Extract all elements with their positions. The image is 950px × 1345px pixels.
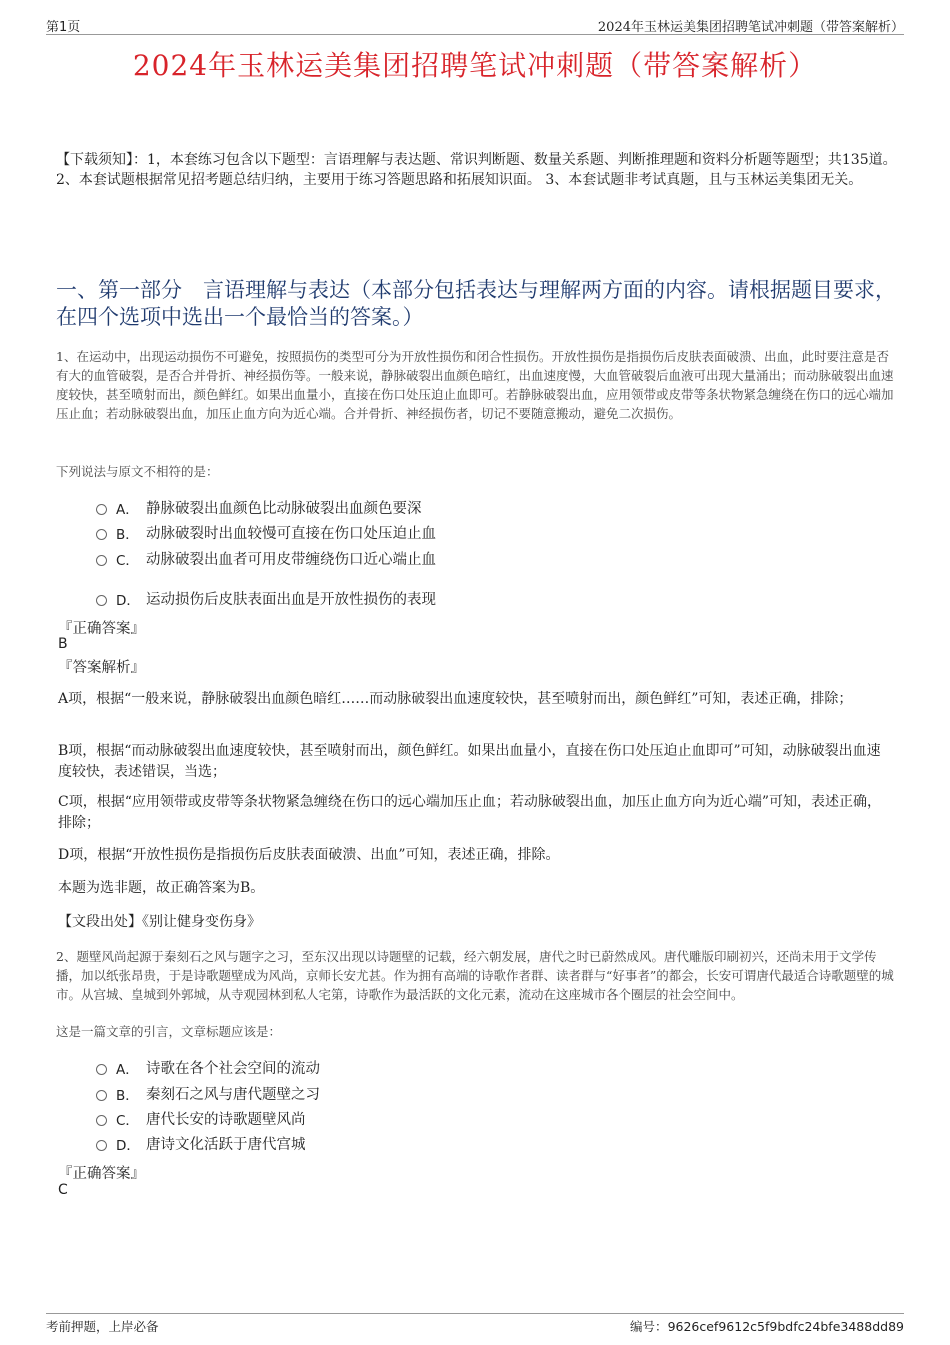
radio-icon[interactable]: [96, 529, 107, 540]
section-title: 一、第一部分 言语理解与表达（本部分包括表达与理解两方面的内容。请根据题目要求，在四个选项中选出一个最恰当的答案。）: [56, 278, 896, 329]
radio-icon[interactable]: [96, 1090, 107, 1101]
radio-icon[interactable]: [96, 1064, 107, 1075]
document-title: 2024年玉林运美集团招聘笔试冲刺题（带答案解析）: [132, 49, 818, 82]
correct-answer-label: 『正确答案』: [58, 621, 145, 637]
radio-icon[interactable]: [96, 1140, 107, 1151]
question-2-option-d[interactable]: D． 唐诗文化活跃于唐代宫城: [96, 1133, 306, 1154]
analysis-b: B项，根据“而动脉破裂出血速度较快，甚至喷射而出，颜色鲜红。如果出血量小，直接在伤口处压迫止血即可”可知，动脉破裂出血速度较快，表述错误，当选；: [58, 743, 881, 780]
footer-slogan: 考前押题，上岸必备: [46, 1319, 159, 1334]
analysis-c: C项，根据“应用领带或皮带等条状物紧急缠绕在伤口的远心端加压止血；若动脉破裂出血，加压止血方向为近心端”可知，表述正确，排除；: [58, 794, 882, 831]
page-header: [46, 14, 904, 35]
question-1-text: 1、在运动中，出现运动损伤不可避免，按照损伤的类型可分为开放性损伤和闭合性损伤。开放性损伤是指损伤后皮肤表面破溃、出血，此时要注意是否有大的血管破裂，是否合并骨折、神经损伤等。一般来说，静脉破裂出血颜色暗红，出血速度慢，大血管破裂后血液可出现大量涌出；而动脉破裂出血速度较快，甚至喷射而出，颜色鲜红。如果出血量小，直接在伤口处压迫止血即可。若静脉破裂出血，应用领带或皮带等条状物紧急缠绕在伤口的远心端加压止血；若动脉破裂出血，加压止血方向为近心端。合并骨折、神经损伤者，切记不要随意搬动，避免二次损伤。: [56, 349, 894, 421]
correct-answer: B: [58, 636, 68, 652]
header-doc-title: 2024年玉林运美集团招聘笔试冲刺题（带答案解析）: [597, 20, 904, 35]
analysis-conclusion: 本题为选非题，故正确答案为B。: [58, 880, 265, 896]
download-notice: 【下载须知】：1，本套练习包含以下题型：言语理解与表达题、常识判断题、数量关系题、判断推理题和资料分析题等题型；共135道。 2、本套试题根据常见招考题总结归纳，主要用于练习答题思路和拓展知识面。 3、本套试题非考试真题，且与玉林运美集团无关。: [56, 152, 897, 188]
question-2-option-c[interactable]: C． 唐代长安的诗歌题壁风尚: [96, 1108, 306, 1129]
page-number: 第1页: [46, 20, 81, 35]
question-2-prompt: 这是一篇文章的引言，文章标题应该是：: [56, 1024, 282, 1039]
correct-answer-label-2: 『正确答案』: [58, 1166, 145, 1182]
question-1-option-c[interactable]: C． 动脉破裂出血者可用皮带缠绕伤口近心端止血: [96, 548, 436, 569]
question-2-option-a[interactable]: A． 诗歌在各个社会空间的流动: [96, 1057, 320, 1078]
question-1-option-a[interactable]: A． 静脉破裂出血颜色比动脉破裂出血颜色要深: [96, 497, 422, 518]
question-2-option-b[interactable]: B． 秦刻石之风与唐代题壁之习: [96, 1083, 320, 1104]
document-code: 编号：9626cef9612c5f9bdfc24bfe3488dd89: [630, 1319, 904, 1334]
analysis-a: A项，根据“一般来说，静脉破裂出血颜色暗红……而动脉破裂出血速度较快，甚至喷射而出，颜色鲜红”可知，表述正确，排除；: [58, 691, 853, 707]
radio-icon[interactable]: [96, 504, 107, 515]
page-footer: [46, 1313, 904, 1334]
question-1-option-b[interactable]: B． 动脉破裂时出血较慢可直接在伤口处压迫止血: [96, 522, 436, 543]
radio-icon[interactable]: [96, 1115, 107, 1126]
correct-answer-2: C: [58, 1182, 68, 1198]
radio-icon[interactable]: [96, 595, 107, 606]
analysis-label: 『答案解析』: [58, 660, 145, 676]
source-citation: 【文段出处】《别让健身变伤身》: [58, 914, 261, 930]
question-1-option-d[interactable]: D． 运动损伤后皮肤表面出血是开放性损伤的表现: [96, 588, 436, 609]
radio-icon[interactable]: [96, 555, 107, 566]
analysis-d: D项，根据“开放性损伤是指损伤后皮肤表面破溃、出血”可知，表述正确，排除。: [58, 847, 560, 863]
question-1-prompt: 下列说法与原文不相符的是：: [56, 464, 219, 479]
question-2-text: 2、题壁风尚起源于秦刻石之风与题字之习，至东汉出现以诗题壁的记载，经六朝发展，唐代之时已蔚然成风。唐代雕版印刷初兴，还尚未用于文学传播，加以纸张昂贵，于是诗歌题壁成为风尚，京师长安尤甚。作为拥有高端的诗歌作者群、读者群与“好事者”的都会，长安可谓唐代最适合诗歌题壁的城市。从宫城、皇城到外郭城，从寺观园林到私人宅第，诗歌作为最活跃的文化元素，流动在这座城市各个圈层的社会空间中。: [56, 949, 894, 1002]
